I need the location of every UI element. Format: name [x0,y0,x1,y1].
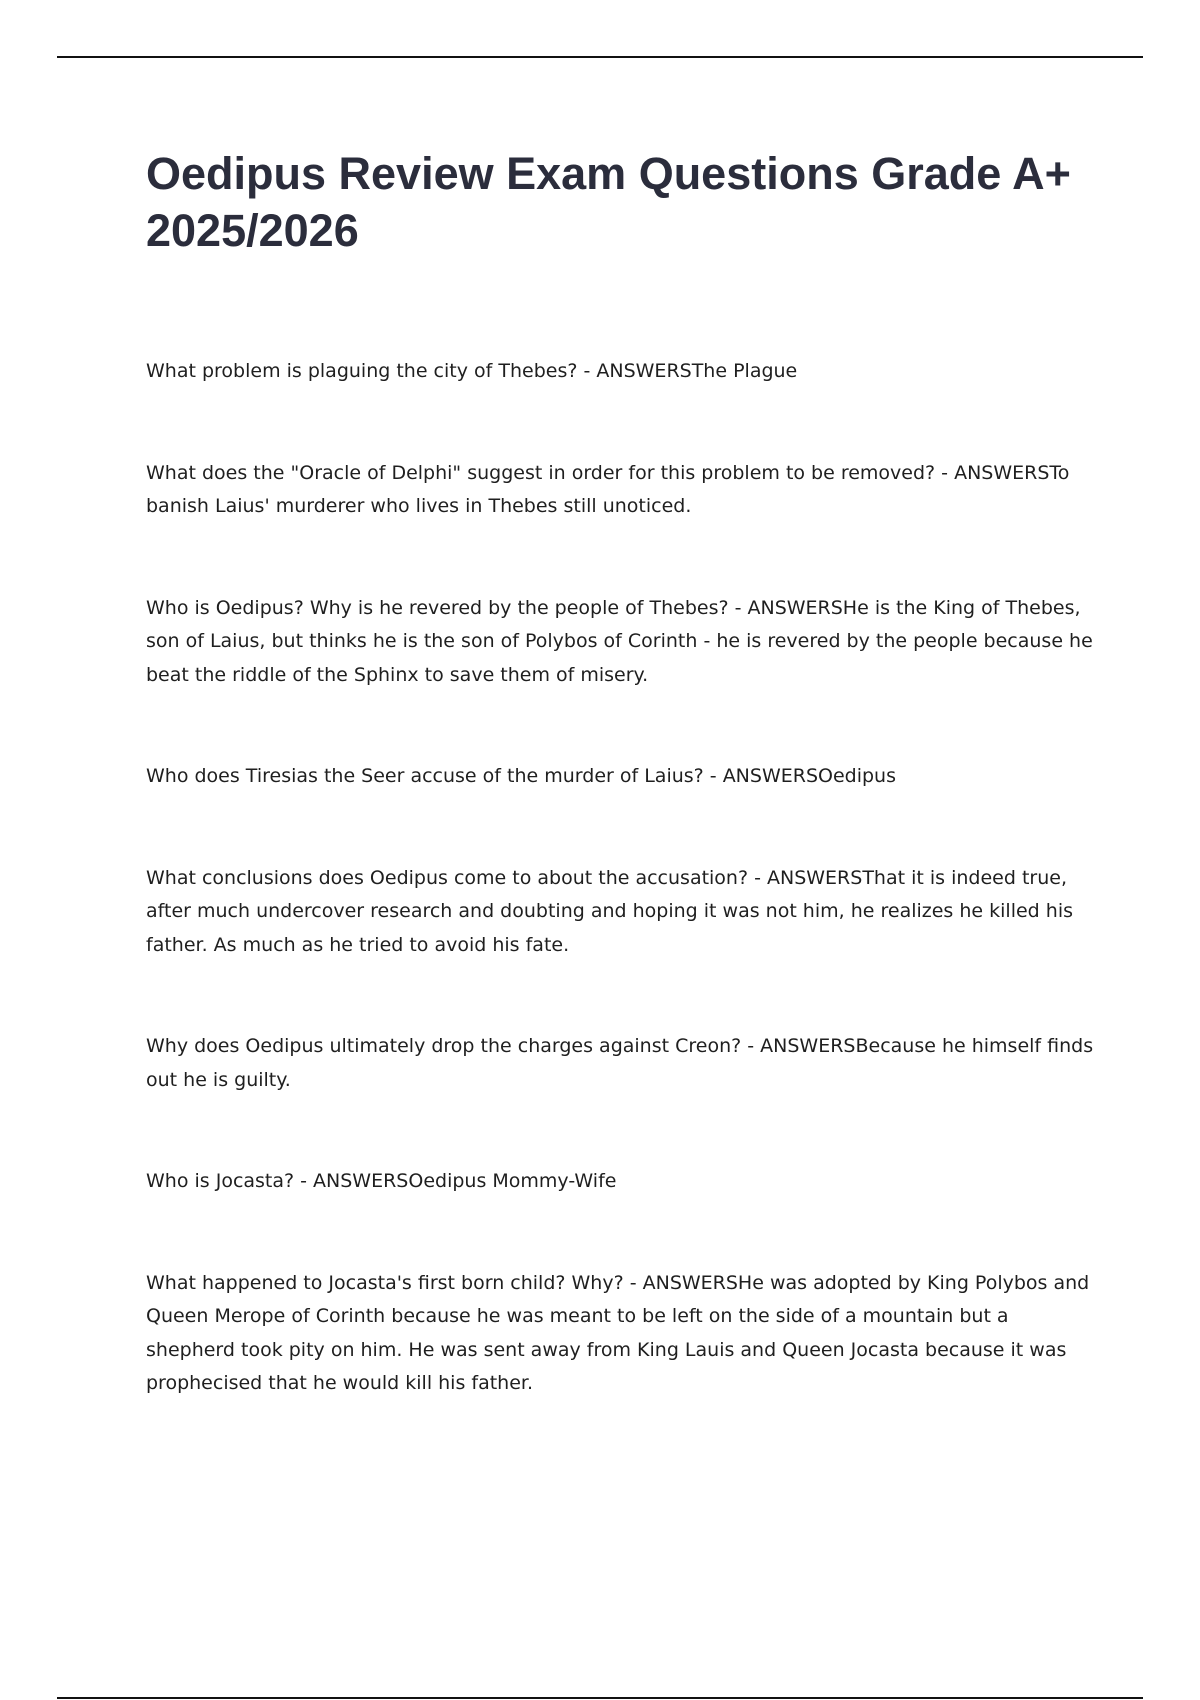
qa-item-3: Who is Oedipus? Why is he revered by the people of Thebes? - ANSWERSHe is the King of Thebes, son of Laius, but thinks he is the son of Polybos of Corinth - he is revered by the people because he beat the riddle of the Sphinx to save them of misery. [146,596,1093,686]
footer-rule [57,1697,1143,1699]
qa-item-7: Who is Jocasta? - ANSWERSOedipus Mommy-Wife [146,1170,617,1192]
qa-list [146,355,1096,1401]
qa-item-6: Why does Oedipus ultimately drop the charges against Creon? - ANSWERSBecause he himself finds out he is guilty. [146,1035,1094,1091]
qa-item-2: What does the "Oracle of Delphi" suggest in order for this problem to be removed? - ANSWERSTo banish Laius' murderer who lives in Thebes still unoticed. [146,461,1070,517]
header-rule [57,56,1143,58]
qa-item-5: What conclusions does Oedipus come to about the accusation? - ANSWERSThat it is indeed true, after much undercover research and doubting and hoping it was not him, he realizes he killed his father. As much as he tried to avoid his fate. [146,866,1073,956]
qa-item-1: What problem is plaguing the city of Thebes? - ANSWERSThe Plague [146,360,798,382]
qa-item-4: Who does Tiresias the Seer accuse of the murder of Laius? - ANSWERSOedipus [146,765,896,787]
document-title: Oedipus Review Exam Questions Grade A+ 2025/2026 [146,148,1071,256]
qa-item-8: What happened to Jocasta's first born child? Why? - ANSWERSHe was adopted by King Polybos and Queen Merope of Corinth because he was meant to be left on the side of a mountain but a shepherd took pity on him. He was sent away from King Lauis and Queen Jocasta because it was prophecised that he would kill his father. [146,1271,1090,1394]
